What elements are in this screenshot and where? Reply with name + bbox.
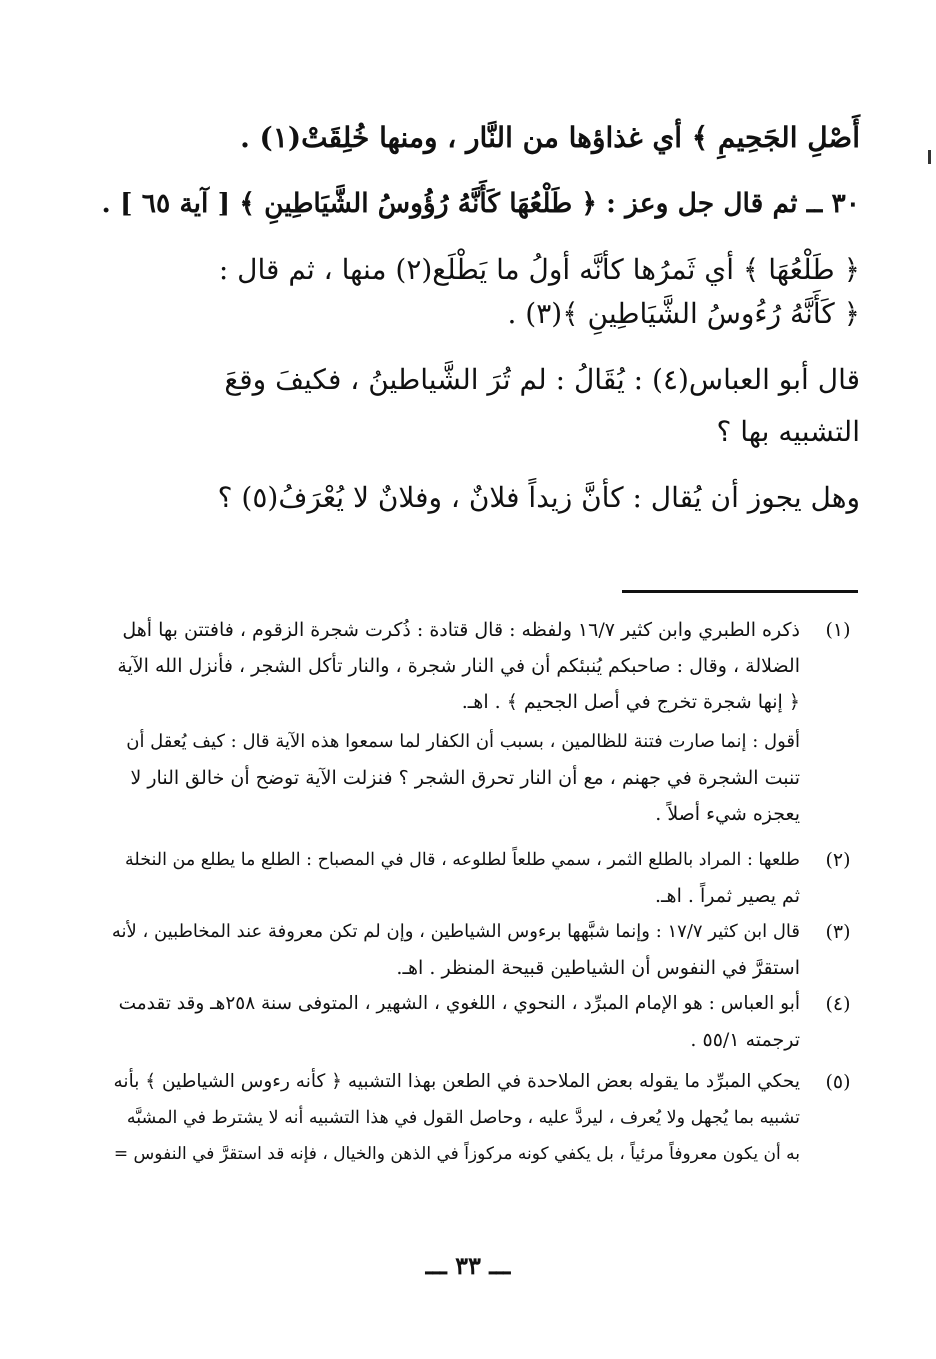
page-number: ـــ ٣٣ ـــ bbox=[425, 1251, 511, 1280]
footnote-number: (٢) bbox=[825, 849, 851, 871]
main-line-2: ٣٠ ــ ثم قال جل وعز : ﴿ طَلْعُهَا كَأَنَّهُ رُؤُوسُ الشَّيَاطِينِ ﴾ [ آية ٦٥ ] . bbox=[101, 188, 860, 219]
footnote-divider bbox=[622, 590, 858, 593]
footnote-line: يعجزه شيء أصلاً . bbox=[655, 803, 800, 825]
footnote-line: تنبت الشجرة في جهنم ، مع أن النار تحرق الشجر ؟ فنزلت الآية توضح أن خالق النار لا bbox=[130, 767, 800, 789]
footnote-line: قال ابن كثير ١٧/٧ : وإنما شبَّهها برءوس الشياطين ، وإن لم تكن معروفة عند المخاطبين ، لأنه bbox=[111, 921, 800, 942]
main-line-6: التشبيه بها ؟ bbox=[716, 415, 860, 448]
footnote-number: (٣) bbox=[825, 921, 851, 943]
margin-mark bbox=[928, 150, 931, 164]
footnote-line: ﴿ إنها شجرة تخرج في أصل الجحيم ﴾ . اهـ. bbox=[461, 691, 800, 713]
footnote-line: طلعها : المراد بالطلع الثمر ، سمي طلعاً لطلوعه ، قال في المصباح : الطلع ما يطلع من النخلة bbox=[125, 850, 800, 870]
footnote-line: تشبيه بما يُجهل ولا يُعرف ، ليردَّ عليه ، وحاصل القول في هذا التشبيه أنه لا يشترط في المشبَّه bbox=[126, 1108, 800, 1128]
footnote-number: (٥) bbox=[825, 1071, 851, 1093]
footnote-line: الضلالة ، وقال : صاحبكم يُنبئكم أن في النار شجرة ، والنار تأكل الشجر ، فأنزل الله الآية bbox=[117, 655, 800, 677]
footnote-line: به أن يكون معروفاً مرئياً ، بل يكفي كونه مركوزاً في الذهن والخيال ، فإنه قد استقرَّ في النفوس = bbox=[113, 1144, 800, 1164]
main-line-1: أَصْلِ الجَحِيمِ ﴾ أي غذاؤها من النَّار ، ومنها خُلِقَتْ(١) . bbox=[240, 121, 860, 154]
footnote-line: ثم يصير ثمراً . اهـ. bbox=[654, 885, 800, 907]
main-line-7: وهل يجوز أن يُقال : كأنَّ زيداً فلانٌ ، وفلانٌ لا يُعْرَفُ(٥) ؟ bbox=[217, 481, 860, 514]
footnote-line: ذكره الطبري وابن كثير ١٦/٧ ولفظه : قال قتادة : ذُكرت شجرة الزقوم ، فافتتن بها أهل bbox=[122, 619, 800, 641]
footnote-line: ترجمته ٥٥/١ . bbox=[690, 1029, 800, 1051]
footnote-number: (١) bbox=[825, 619, 851, 641]
footnote-line: يحكي المبرِّد ما يقوله بعض الملاحدة في الطعن بهذا التشبيه ﴿ كأنه رءوس الشياطين ﴾ بأنه bbox=[113, 1071, 800, 1092]
footnote-line: استقرَّ في النفوس أن الشياطين قبيحة المنظر . اهـ. bbox=[396, 957, 800, 979]
footnote-number: (٤) bbox=[825, 993, 851, 1015]
main-line-4: ﴿ كَأَنَّهُ رُءُوسُ الشَّيَاطِينِ ﴾(٣) . bbox=[507, 297, 860, 330]
main-line-5: قال أبو العباس(٤) : يُقَالُ : لم تُرَ الشَّياطينُ ، فكيفَ وقعَ bbox=[224, 363, 860, 396]
main-line-3: ﴿ طَلْعُهَا ﴾ أي ثَمرُها كأنَّه أولُ ما يَطْلَع(٢) منها ، ثم قال : bbox=[218, 253, 860, 286]
footnote-line: أقول : إنما صارت فتنة للظالمين ، بسبب أن الكفار لما سمعوا هذه الآية قال : كيف يُعقل أن bbox=[126, 731, 800, 752]
footnote-line: أبو العباس : هو الإمام المبرِّد ، النحوي ، اللغوي ، الشهير ، المتوفى سنة ٢٥٨هـ وقد تقدمت bbox=[118, 993, 800, 1014]
